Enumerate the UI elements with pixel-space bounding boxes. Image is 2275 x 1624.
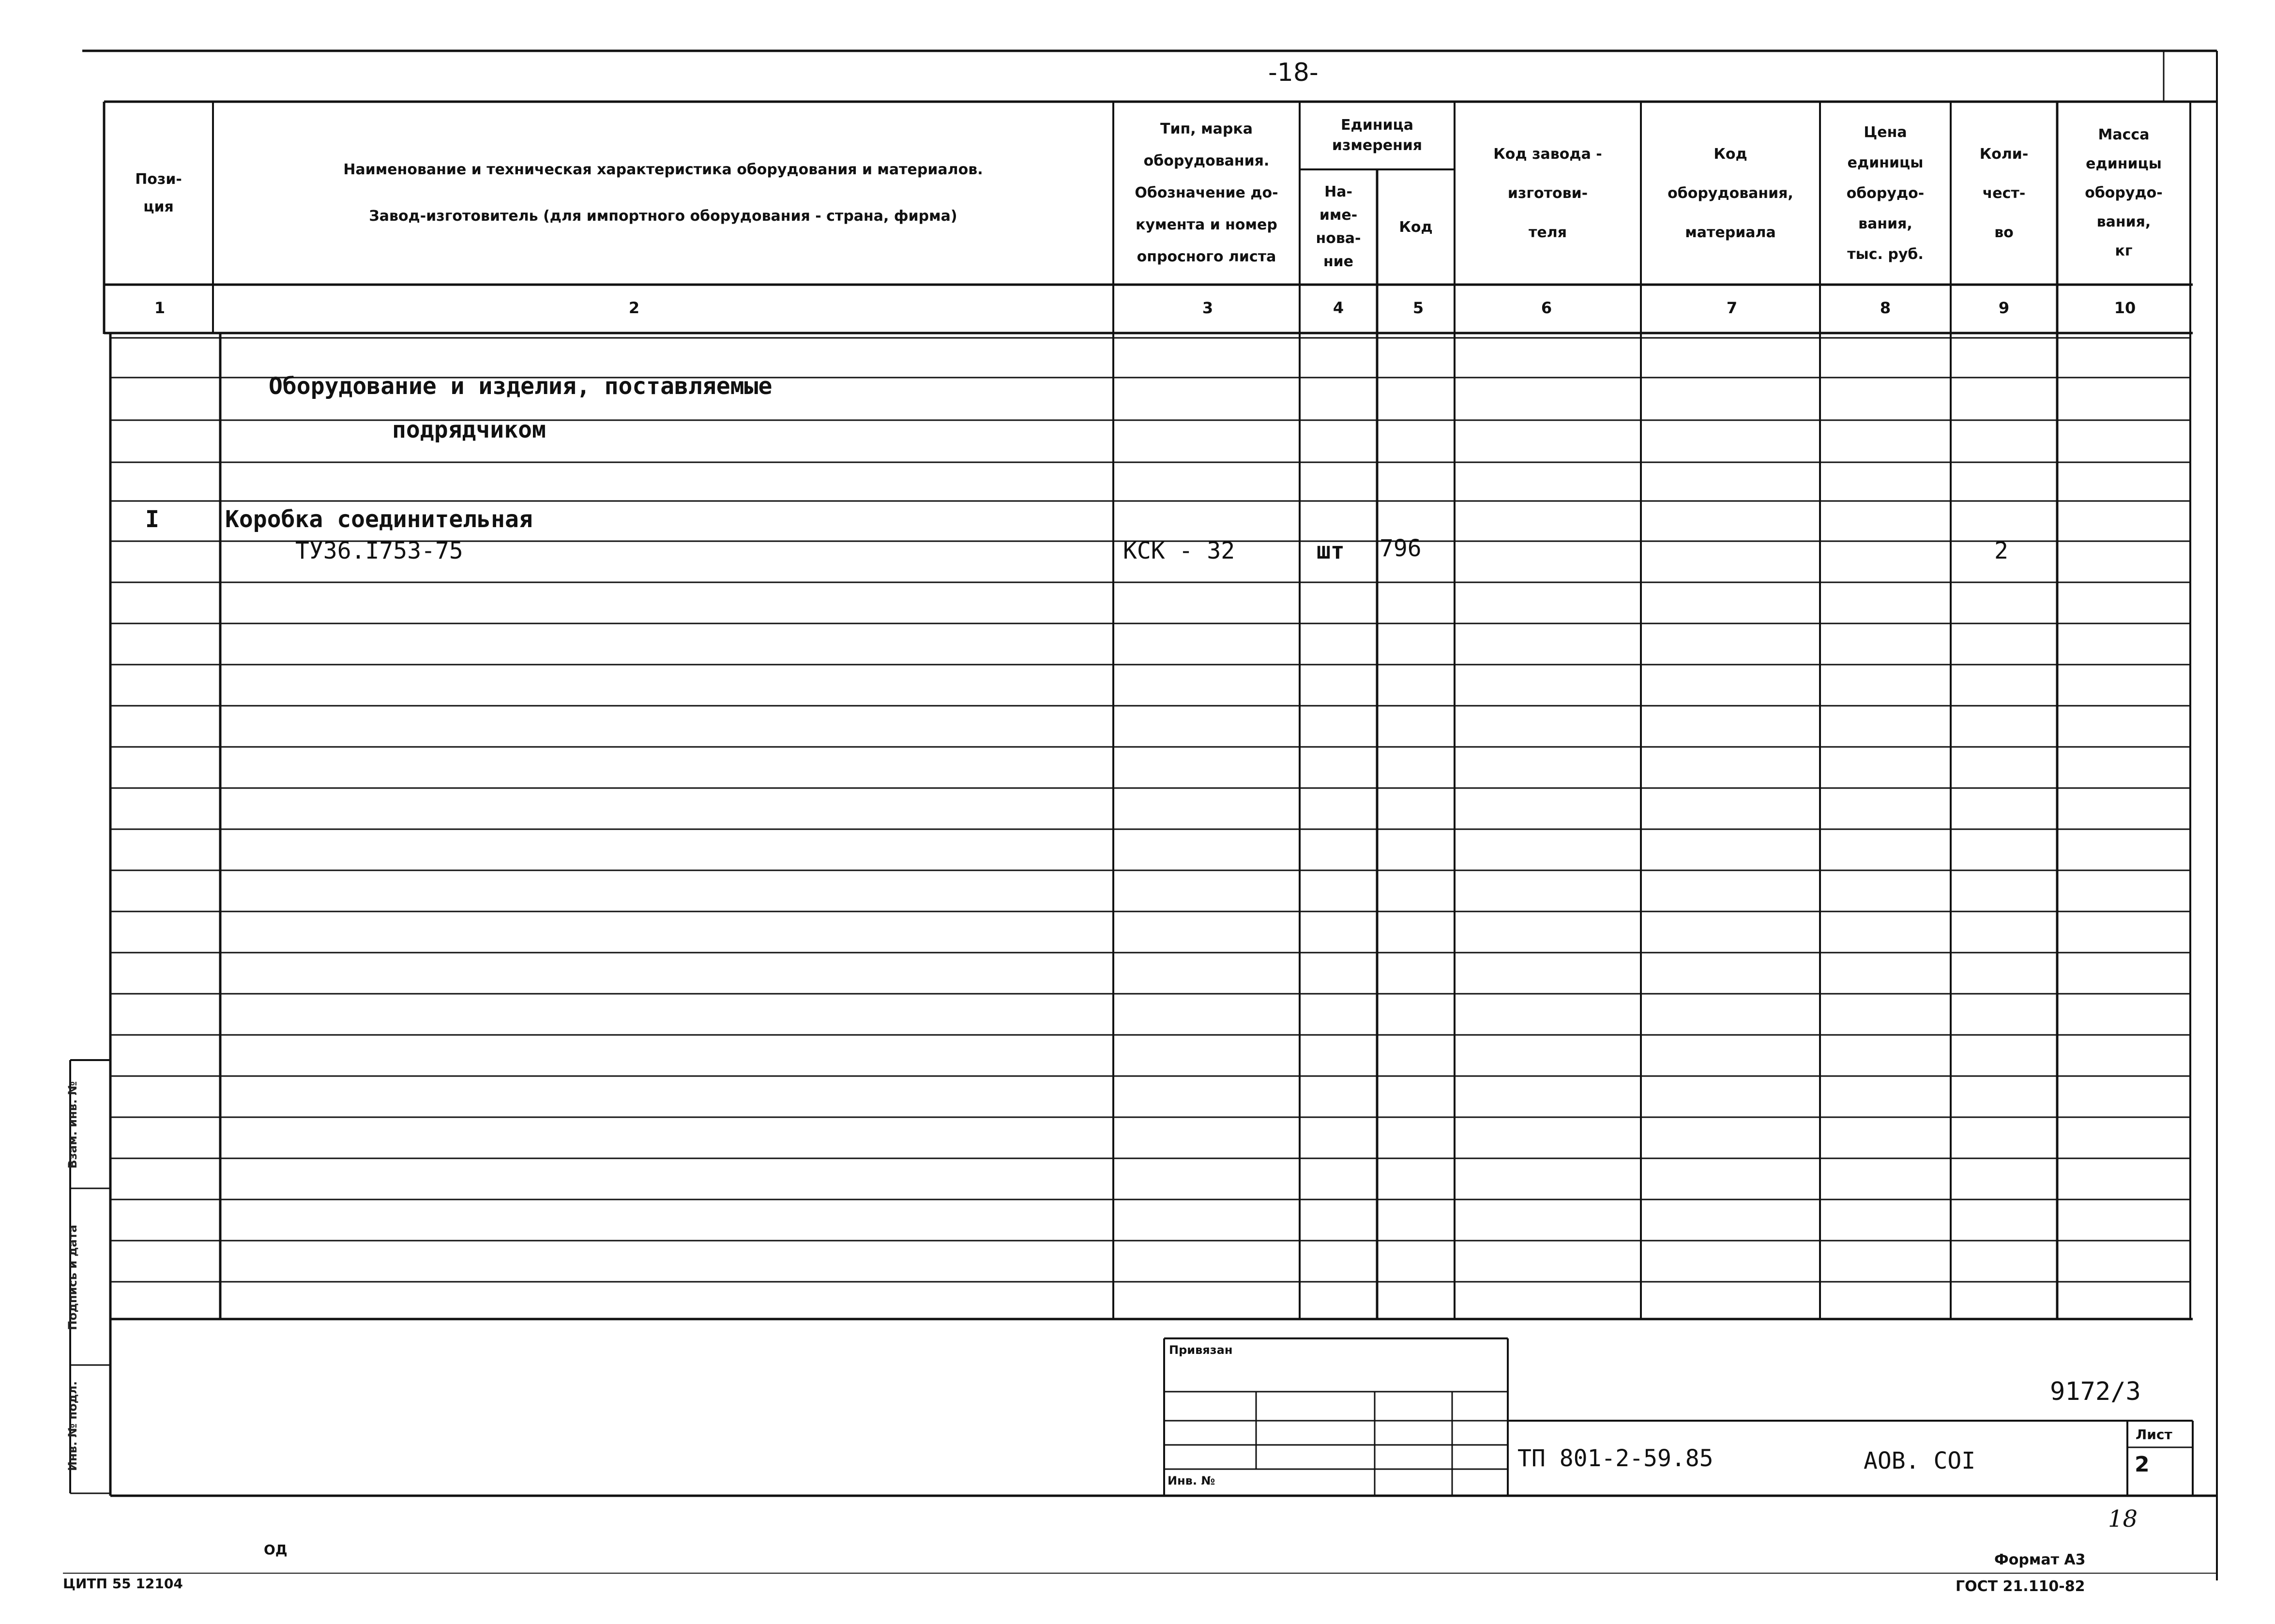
row-unit: шт — [1317, 537, 1345, 564]
tied-label: Привязан — [1169, 1343, 1233, 1357]
side-label-sign-date: Подпись и дата — [66, 1225, 79, 1330]
bottom-left-code: ЦИТП 55 12104 — [63, 1576, 183, 1592]
handwritten-number: 18 — [2108, 1505, 2138, 1533]
gost-label: ГОСТ 21.110-82 — [1956, 1578, 2085, 1595]
od-mark: ОД — [264, 1542, 288, 1558]
col-number-8: 8 — [1880, 299, 1891, 317]
header-name: Наименование и техническая характеристика оборудования и материалов. Завод-изготовитель (для импортного оборудования - страна, фирма) — [343, 161, 983, 225]
project-code: ТП 801-2-59.85 — [1517, 1445, 1714, 1472]
row-spec: ТУ36.I753-75 — [295, 537, 463, 564]
header-type: Тип, марка оборудования. Обозначение до- кумента и номер опросного листа — [1135, 121, 1278, 265]
col-number-6: 6 — [1541, 299, 1552, 317]
header-unit: Единица измерения — [1332, 117, 1423, 154]
format-label: Формат А3 — [1994, 1551, 2086, 1568]
row-position: I — [145, 506, 159, 533]
header-equipment-code: Код оборудования, материала — [1668, 145, 1793, 241]
header-plant-code: Код завода - изготови- теля — [1493, 145, 1602, 241]
side-label-inv-original: Инв. № подл. — [66, 1381, 79, 1471]
row-quantity: 2 — [1994, 537, 2008, 564]
header-position: Пози- ция — [135, 171, 182, 215]
inv-label: Инв. № — [1168, 1474, 1215, 1487]
col-number-7: 7 — [1726, 299, 1738, 317]
section-title-line-2: подрядчиком — [392, 416, 546, 443]
side-label-inv-replace: Взам. инв. № — [66, 1081, 79, 1169]
header-unit-code: Код — [1399, 218, 1433, 236]
page-number: -18- — [1268, 58, 1319, 87]
col-number-3: 3 — [1202, 299, 1213, 317]
sheet-number: 2 — [2135, 1452, 2150, 1477]
sheet-code: 9172/3 — [2050, 1377, 2141, 1406]
row-type: КСК - 32 — [1123, 537, 1235, 564]
sheet-label: Лист — [2136, 1427, 2172, 1442]
col-number-9: 9 — [1998, 299, 2010, 317]
header-mass: Масса единицы оборудо- вания, кг — [2085, 126, 2163, 259]
col-number-10: 10 — [2114, 299, 2136, 317]
col-number-4: 4 — [1333, 299, 1344, 317]
header-price: Цена единицы оборудо- вания, тыс. руб. — [1846, 123, 1925, 263]
col-number-5: 5 — [1412, 299, 1424, 317]
row-name: Коробка соединительная — [225, 506, 533, 533]
col-number-2: 2 — [628, 299, 640, 317]
row-unit-code: 796 — [1380, 535, 1422, 562]
header-quantity: Коли- чест- во — [1979, 145, 2029, 241]
col-number-1: 1 — [154, 299, 166, 317]
header-unit-name: На- име- нова- ние — [1316, 183, 1361, 270]
section-title-line-1: Оборудование и изделия, поставляемые — [269, 373, 773, 400]
document-mark: АОВ. СОI — [1864, 1447, 1976, 1474]
